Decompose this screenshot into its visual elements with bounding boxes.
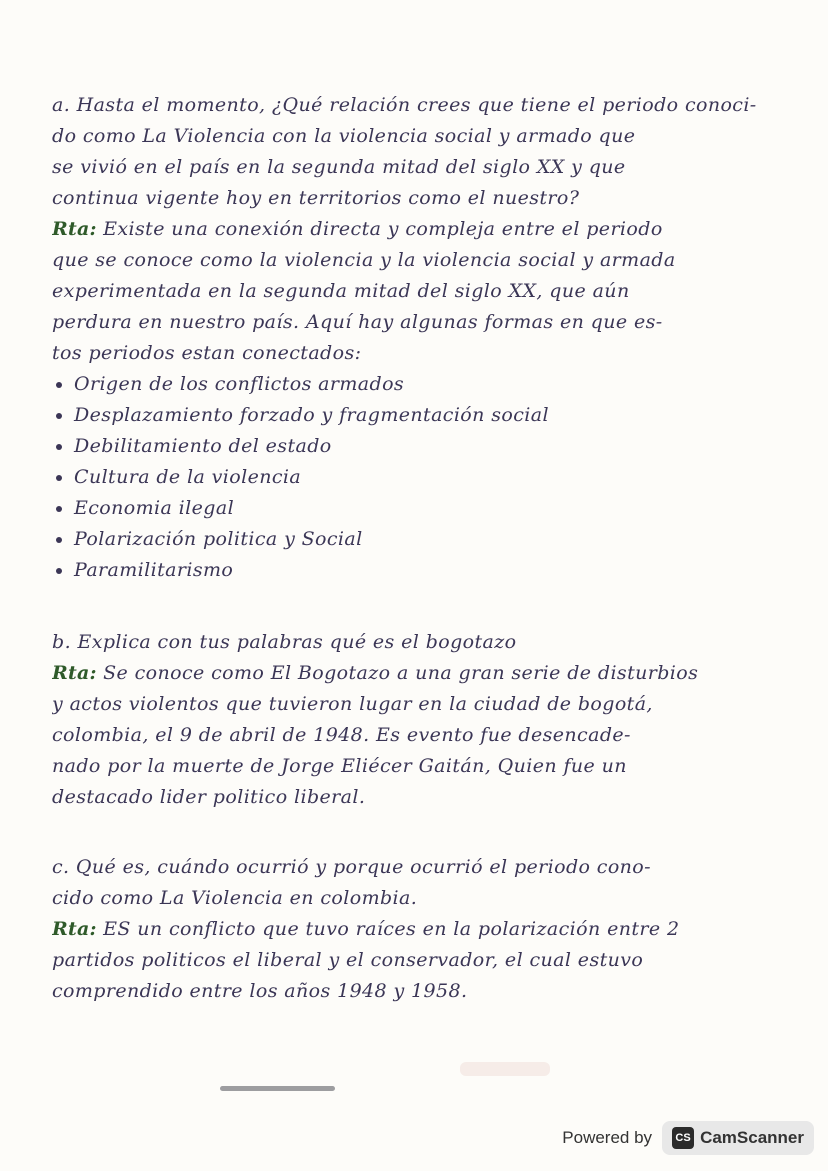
answer-a-line: que se conoce como la violencia y la violencia social y armada xyxy=(52,249,676,271)
answer-a-line: experimentada en la segunda mitad del siglo XX, que aún xyxy=(52,280,630,302)
bullet-dot-icon xyxy=(56,537,62,543)
scan-smudge xyxy=(220,1086,335,1091)
list-item-text: Desplazamiento forzado y fragmentación social xyxy=(74,404,549,426)
list-item-text: Debilitamiento del estado xyxy=(74,435,332,457)
answer-a-line: tos periodos estan conectados: xyxy=(52,342,362,364)
list-item xyxy=(52,493,782,524)
list-item xyxy=(52,369,782,400)
list-item-text: Paramilitarismo xyxy=(74,559,234,581)
answer-b-line: y actos violentos que tuvieron lugar en la ciudad de bogotá, xyxy=(52,693,653,715)
answer-c-first-line xyxy=(52,914,782,945)
question-a-line: continua vigente hoy en territorios como el nuestro? xyxy=(52,187,580,209)
list-item xyxy=(52,524,782,555)
list-item-text: Origen de los conflictos armados xyxy=(74,373,405,395)
section-b xyxy=(52,627,782,813)
list-item xyxy=(52,462,782,493)
answer-b-line: destacado lider politico liberal. xyxy=(52,786,366,808)
bullet-dot-icon xyxy=(56,568,62,574)
answer-b-first-line xyxy=(52,658,782,689)
rta-label: Rta: xyxy=(52,662,97,684)
answer-c-line: comprendido entre los años 1948 y 1958. xyxy=(52,980,468,1002)
question-b-line: b. Explica con tus palabras qué es el bogotazo xyxy=(52,631,517,653)
bullet-list xyxy=(52,369,782,586)
answer-a-line: perdura en nuestro país. Aquí hay algunas formas en que es- xyxy=(52,311,663,333)
question-c-line: cido como La Violencia en colombia. xyxy=(52,887,418,909)
powered-by-text: Powered by xyxy=(562,1128,653,1147)
rta-label: Rta: xyxy=(52,218,97,240)
answer-a-first-line xyxy=(52,214,782,245)
list-item xyxy=(52,555,782,586)
bullet-dot-icon xyxy=(56,382,62,388)
list-item-text: Economia ilegal xyxy=(74,497,235,519)
list-item xyxy=(52,431,782,462)
camscanner-logo-icon: CS xyxy=(672,1127,694,1149)
question-a-line: se vivió en el país en la segunda mitad del siglo XX y que xyxy=(52,156,626,178)
answer-a-text: Existe una conexión directa y compleja entre el periodo xyxy=(96,218,663,240)
list-item-text: Cultura de la violencia xyxy=(74,466,302,488)
answer-c-line: partidos politicos el liberal y el conservador, el cual estuvo xyxy=(52,949,644,971)
answer-c-text: ES un conflicto que tuvo raíces en la polarización entre 2 xyxy=(96,918,680,940)
list-item xyxy=(52,400,782,431)
camscanner-badge xyxy=(662,1121,814,1155)
section-a xyxy=(52,90,782,586)
answer-b-line: nado por la muerte de Jorge Eliécer Gaitán, Quien fue un xyxy=(52,755,627,777)
bullet-dot-icon xyxy=(56,506,62,512)
rta-label: Rta: xyxy=(52,918,97,940)
question-c-line: c. Qué es, cuándo ocurrió y porque ocurrió el periodo cono- xyxy=(52,856,651,878)
scan-smudge xyxy=(460,1062,550,1076)
bullet-dot-icon xyxy=(56,444,62,450)
list-item-text: Polarización politica y Social xyxy=(74,528,363,550)
answer-b-text: Se conoce como El Bogotazo a una gran serie de disturbios xyxy=(96,662,699,684)
bullet-dot-icon xyxy=(56,475,62,481)
brand-name: CamScanner xyxy=(700,1128,804,1147)
section-c xyxy=(52,852,782,1007)
answer-b-line: colombia, el 9 de abril de 1948. Es evento fue desencade- xyxy=(52,724,631,746)
question-a-line: do como La Violencia con la violencia social y armado que xyxy=(52,125,636,147)
bullet-dot-icon xyxy=(56,413,62,419)
camscanner-watermark xyxy=(562,1121,814,1155)
question-a-line: a. Hasta el momento, ¿Qué relación crees que tiene el periodo conoci- xyxy=(52,94,757,116)
